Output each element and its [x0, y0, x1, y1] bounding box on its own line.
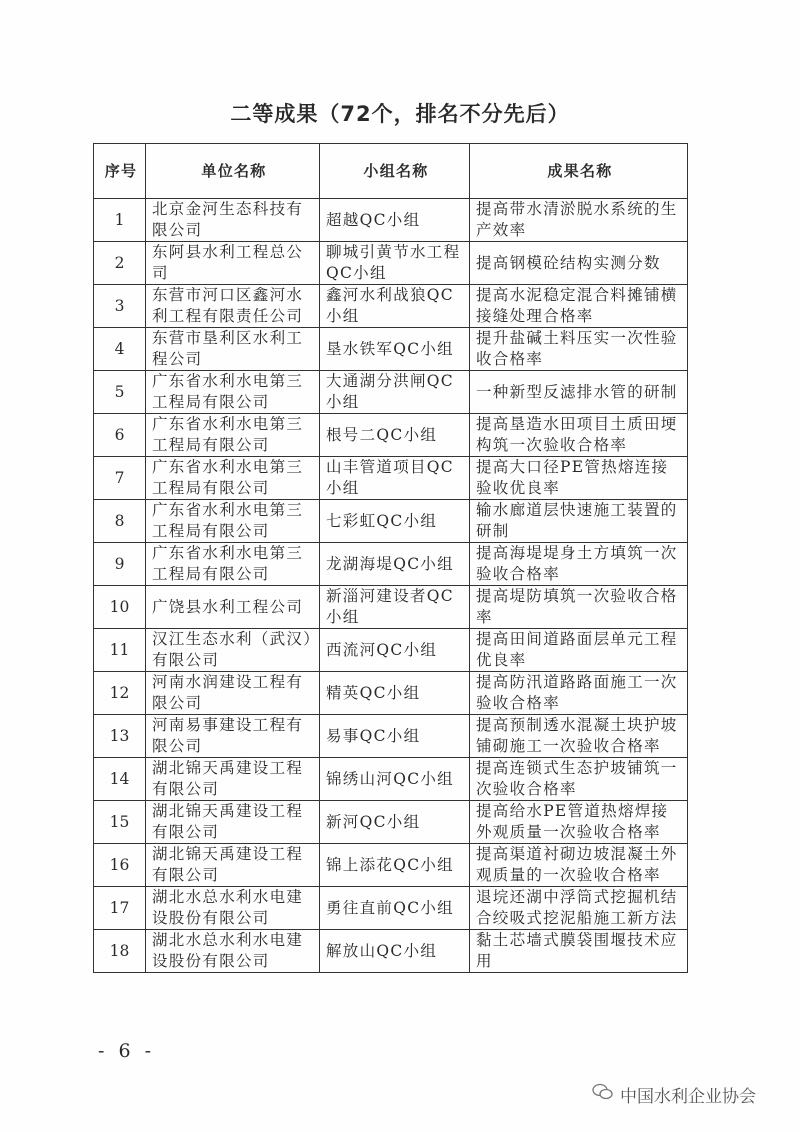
- cell-group: 超越QC小组: [320, 199, 470, 242]
- cell-no: 15: [94, 801, 146, 844]
- cell-group: 易事QC小组: [320, 715, 470, 758]
- watermark-text: 中国水利企业协会: [620, 1087, 756, 1107]
- table-row: [94, 672, 688, 715]
- wechat-icon: [592, 1083, 614, 1106]
- cell-no: 12: [94, 672, 146, 715]
- cell-result: 提高垦造水田项目土质田埂构筑一次验收合格率: [470, 414, 688, 457]
- cell-no: 3: [94, 285, 146, 328]
- table-row: [94, 328, 688, 371]
- table-row: [94, 887, 688, 930]
- cell-result: 提高田间道路面层单元工程优良率: [470, 629, 688, 672]
- table-row: [94, 371, 688, 414]
- cell-result: 提高连锁式生态护坡铺筑一次验收合格率: [470, 758, 688, 801]
- cell-unit: 湖北锦天禹建设工程有限公司: [146, 801, 320, 844]
- table-row: [94, 414, 688, 457]
- header-result: 成果名称: [470, 144, 688, 199]
- cell-no: 16: [94, 844, 146, 887]
- cell-unit: 湖北水总水利水电建设股份有限公司: [146, 887, 320, 930]
- cell-no: 10: [94, 586, 146, 629]
- cell-result: 退垸还湖中浮筒式挖掘机结合绞吸式挖泥船施工新方法: [470, 887, 688, 930]
- table-row: [94, 285, 688, 328]
- cell-group: 锦绣山河QC小组: [320, 758, 470, 801]
- page-number: - 6 -: [98, 1040, 156, 1062]
- cell-unit: 北京金河生态科技有限公司: [146, 199, 320, 242]
- cell-result: 提高防汛道路路面施工一次验收合格率: [470, 672, 688, 715]
- cell-no: 9: [94, 543, 146, 586]
- table-row: [94, 629, 688, 672]
- cell-group: 垦水铁军QC小组: [320, 328, 470, 371]
- header-no: 序号: [94, 144, 146, 199]
- cell-unit: 湖北水总水利水电建设股份有限公司: [146, 930, 320, 973]
- cell-unit: 广东省水利水电第三工程局有限公司: [146, 371, 320, 414]
- cell-result: 提高堤防填筑一次验收合格率: [470, 586, 688, 629]
- page-title: 二等成果（72个，排名不分先后）: [230, 102, 570, 126]
- table-row: [94, 715, 688, 758]
- header-group: 小组名称: [320, 144, 470, 199]
- table-row: [94, 801, 688, 844]
- cell-unit: 河南易事建设工程有限公司: [146, 715, 320, 758]
- cell-result: 提高带水清淤脱水系统的生产效率: [470, 199, 688, 242]
- cell-result: 提升盐碱土料压实一次性验收合格率: [470, 328, 688, 371]
- table-row: [94, 543, 688, 586]
- table-row: [94, 930, 688, 973]
- cell-group: 新淄河建设者QC小组: [320, 586, 470, 629]
- table-header-row: [94, 144, 688, 199]
- table-row: [94, 242, 688, 285]
- cell-no: 14: [94, 758, 146, 801]
- cell-group: 勇往直前QC小组: [320, 887, 470, 930]
- cell-no: 11: [94, 629, 146, 672]
- table-row: [94, 758, 688, 801]
- cell-no: 8: [94, 500, 146, 543]
- cell-result: 提高大口径PE管热熔连接验收优良率: [470, 457, 688, 500]
- cell-group: 鑫河水利战狼QC小组: [320, 285, 470, 328]
- cell-result: 提高预制透水混凝土块护坡铺砌施工一次验收合格率: [470, 715, 688, 758]
- cell-unit: 广东省水利水电第三工程局有限公司: [146, 543, 320, 586]
- cell-group: 根号二QC小组: [320, 414, 470, 457]
- table-row: [94, 199, 688, 242]
- cell-unit: 广东省水利水电第三工程局有限公司: [146, 414, 320, 457]
- cell-no: 2: [94, 242, 146, 285]
- cell-unit: 东营市垦利区水利工程公司: [146, 328, 320, 371]
- cell-group: 精英QC小组: [320, 672, 470, 715]
- cell-group: 新河QC小组: [320, 801, 470, 844]
- cell-no: 7: [94, 457, 146, 500]
- cell-group: 龙湖海堤QC小组: [320, 543, 470, 586]
- cell-result: 提高给水PE管道热熔焊接外观质量一次验收合格率: [470, 801, 688, 844]
- cell-result: 一种新型反滤排水管的研制: [470, 371, 688, 414]
- watermark: [592, 1082, 756, 1107]
- cell-unit: 广东省水利水电第三工程局有限公司: [146, 500, 320, 543]
- cell-unit: 河南水润建设工程有限公司: [146, 672, 320, 715]
- table-row: [94, 457, 688, 500]
- cell-no: 5: [94, 371, 146, 414]
- cell-group: 山丰管道项目QC小组: [320, 457, 470, 500]
- cell-no: 4: [94, 328, 146, 371]
- cell-unit: 广东省水利水电第三工程局有限公司: [146, 457, 320, 500]
- cell-result: 输水廊道层快速施工装置的研制: [470, 500, 688, 543]
- cell-result: 提高海堤堤身土方填筑一次验收合格率: [470, 543, 688, 586]
- table-row: [94, 844, 688, 887]
- header-unit: 单位名称: [146, 144, 320, 199]
- cell-group: 大通湖分洪闸QC小组: [320, 371, 470, 414]
- table-row: [94, 500, 688, 543]
- cell-result: 提高水泥稳定混合料摊铺横接缝处理合格率: [470, 285, 688, 328]
- cell-no: 1: [94, 199, 146, 242]
- cell-no: 17: [94, 887, 146, 930]
- cell-group: 锦上添花QC小组: [320, 844, 470, 887]
- cell-no: 13: [94, 715, 146, 758]
- cell-group: 七彩虹QC小组: [320, 500, 470, 543]
- cell-result: 提高渠道衬砌边坡混凝土外观质量的一次验收合格率: [470, 844, 688, 887]
- cell-unit: 湖北锦天禹建设工程有限公司: [146, 758, 320, 801]
- cell-group: 聊城引黄节水工程QC小组: [320, 242, 470, 285]
- table-row: [94, 586, 688, 629]
- cell-group: 解放山QC小组: [320, 930, 470, 973]
- awards-table: [93, 143, 688, 973]
- cell-unit: 广饶县水利工程公司: [146, 586, 320, 629]
- cell-no: 18: [94, 930, 146, 973]
- cell-unit: 汉江生态水利（武汉）有限公司: [146, 629, 320, 672]
- cell-no: 6: [94, 414, 146, 457]
- cell-result: 黏土芯墙式膜袋围堰技术应用: [470, 930, 688, 973]
- cell-unit: 东阿县水利工程总公司: [146, 242, 320, 285]
- cell-unit: 东营市河口区鑫河水利工程有限责任公司: [146, 285, 320, 328]
- cell-result: 提高钢模砼结构实测分数: [470, 242, 688, 285]
- cell-group: 西流河QC小组: [320, 629, 470, 672]
- cell-unit: 湖北锦天禹建设工程有限公司: [146, 844, 320, 887]
